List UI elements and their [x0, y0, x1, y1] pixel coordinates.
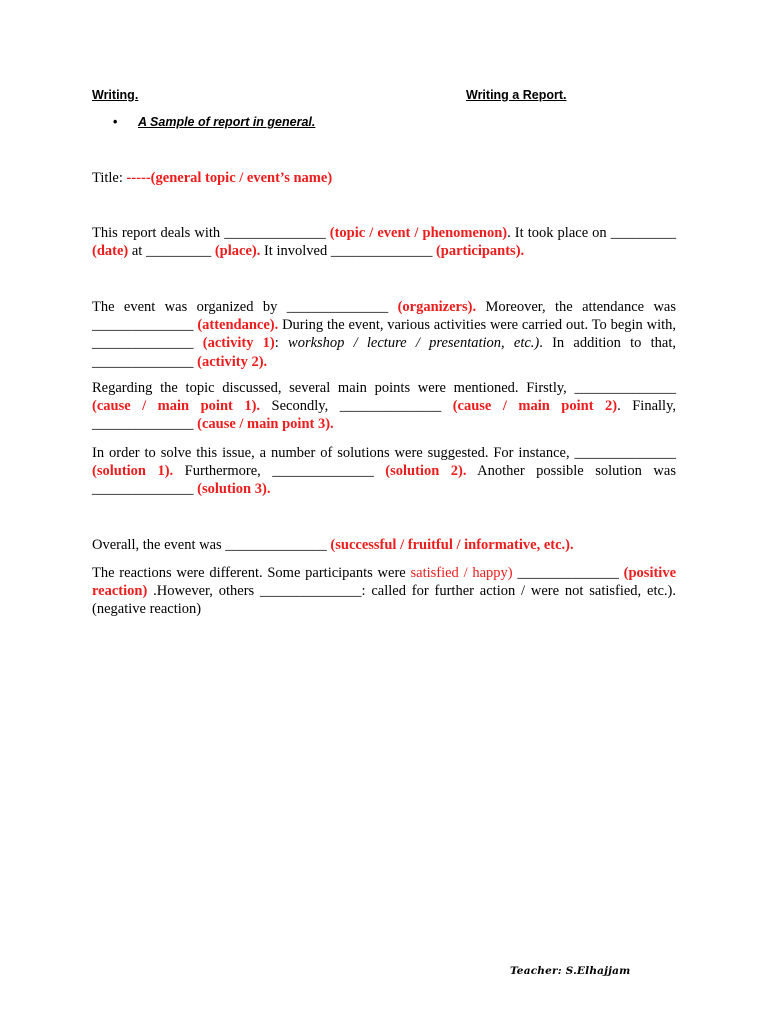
text-run: . Finally, ______________: [92, 398, 677, 433]
title-placeholder: -----(general topic / event’s name): [126, 170, 333, 186]
prompt-date: (date): [92, 243, 129, 260]
text-run: It involved ______________: [260, 243, 436, 260]
paragraph-event: [92, 298, 676, 371]
prompt-activity-2: (activity 2).: [197, 353, 268, 370]
activity-examples: workshop / lecture / presentation, etc.): [288, 335, 540, 352]
text-run: ______________: [512, 565, 624, 581]
text-run: Regarding the topic discussed, several main points were mentioned. Firstly, ______________: [92, 380, 676, 396]
prompt-satisfied: satisfied / happy): [410, 565, 513, 581]
prompt-organizers: (organizers).: [397, 299, 477, 315]
prompt-main-point-2: (cause / main point 2): [452, 398, 618, 415]
prompt-topic: (topic / event / phenomenon): [329, 225, 508, 241]
prompt-activity-1: (activity 1): [202, 335, 275, 352]
text-run: . It took place on _________: [507, 225, 676, 241]
text-run: Furthermore, ______________: [173, 463, 386, 480]
text-run: Another possible solution was ______________: [92, 463, 676, 498]
text-run: :: [274, 335, 289, 352]
prompt-evaluation: (successful / fruitful / informative, etc.).: [330, 537, 574, 553]
prompt-place: (place).: [214, 243, 261, 260]
paragraph-main-points: [92, 379, 676, 434]
paragraph-solutions: [92, 444, 676, 499]
header-right: Writing a Report.: [466, 88, 567, 102]
header-left: Writing.: [92, 88, 139, 102]
text-run: at _________: [128, 243, 215, 260]
text-run: . In addition to that, ______________: [92, 335, 677, 370]
teacher-signature: Teacher: S.Elhajjam: [510, 965, 631, 977]
text-run: .However, others ______________: called for further action / were not satisfied, etc.). (negative reaction): [92, 583, 676, 618]
text-run: Overall, the event was ______________: [92, 537, 331, 553]
paragraph-reactions: [92, 564, 676, 619]
prompt-solution-3: (solution 3).: [197, 481, 271, 498]
text-run: This report deals with ______________: [92, 225, 330, 241]
bullet-item: [113, 115, 315, 129]
bullet-icon: •: [113, 115, 118, 129]
prompt-participants: (participants).: [435, 243, 525, 260]
title-line: [92, 169, 676, 187]
bullet-text: A Sample of report in general.: [138, 115, 316, 129]
text-run: The event was organized by ______________: [92, 299, 398, 315]
text-run: In order to solve this issue, a number of solutions were suggested. For instance, ______________: [92, 445, 676, 461]
text-run: Moreover, the attendance was ______________: [92, 299, 676, 334]
text-run: The reactions were different. Some participants were: [92, 565, 411, 581]
paragraph-overall: [92, 536, 676, 554]
prompt-main-point-1: (cause / main point 1).: [92, 398, 261, 415]
prompt-main-point-3: (cause / main point 3).: [197, 416, 334, 433]
prompt-solution-2: (solution 2).: [385, 463, 467, 480]
prompt-attendance: (attendance).: [197, 317, 279, 334]
prompt-solution-1: (solution 1).: [92, 463, 174, 480]
prompt-positive-reaction: (positive reaction): [92, 565, 677, 600]
text-run: Secondly, ______________: [260, 398, 453, 415]
text-run: During the event, various activities were carried out. To begin with, ______________: [92, 317, 676, 352]
paragraph-intro: [92, 224, 676, 260]
title-label: Title:: [92, 170, 127, 186]
